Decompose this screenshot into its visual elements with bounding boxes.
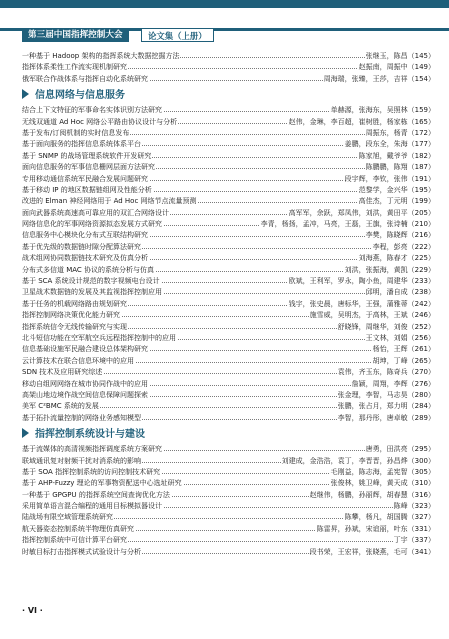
entry-authors-page: 钱宇，张史晨，唐标华，王强，蒲雅蒂（242） <box>288 299 435 310</box>
entry-authors-page: 周海瑞，张臻，王莎，吉祥（154） <box>323 74 435 85</box>
entry-authors-page: 王文林，刘娟（256） <box>365 333 435 344</box>
entry-title: 基于 AHP-Fuzzy 理论的军事物资配送中心选址研究 <box>22 478 183 489</box>
entry-title: 面向武器系统高速高可靠应用的双汇合网络设计 <box>22 208 170 219</box>
entry-title: 联域通讯复对射频干扰对消系统的影响 <box>22 456 142 467</box>
entry-authors-page: 杨怡，王辉（261） <box>372 344 435 355</box>
toc-entry[interactable] <box>22 490 435 501</box>
triangle-bullet-icon <box>22 89 29 99</box>
entry-title: 分布式多信道 MAC 协议的系统分析与仿真 <box>22 265 155 276</box>
entry-title: 信息服务中心模块化分布式互联结构研究 <box>22 230 149 241</box>
entry-title: 指挥系统信令无线传输研究与实现 <box>22 322 128 333</box>
entry-title: 俄军联合作战体系与指挥自动化系统研究 <box>22 74 149 85</box>
toc-entry[interactable] <box>22 287 435 298</box>
toc-entry[interactable] <box>22 230 435 241</box>
entry-authors-page: 单赫源，张海东，吴照林（159） <box>330 105 435 116</box>
entry-title: 指挥控制网络决策优化能力研究 <box>22 310 121 321</box>
entry-title: 一种基于 GPGPU 的指挥系统空间查询优化方法 <box>22 490 171 501</box>
entry-authors-page: 李樊，陈晓辉（216） <box>365 230 435 241</box>
entry-title: 改进的 Elman 神经网络用于 Ad Hoc 网络节点流量预测 <box>22 196 198 207</box>
toc-entry[interactable] <box>22 310 435 321</box>
toc-entry[interactable] <box>22 219 435 230</box>
entry-authors-page: 舒晓锋，周继华，刘俊（252） <box>337 322 435 333</box>
entry-authors-page: 赵继伟，杨鹏，孙丽辉，胡春慧（316） <box>309 490 435 501</box>
entry-authors-page: 欧斌，王利军，罗永，陶小鱼，周建华（233） <box>288 276 435 287</box>
entry-authors-page: 陈峰（323） <box>393 501 435 512</box>
entry-title: 采用简单语言混合编程的通用目标模拟器设计 <box>22 501 163 512</box>
toc-entry[interactable] <box>22 478 435 489</box>
entry-authors-page: 刘洪，张振海，黄凯（229） <box>344 265 435 276</box>
entry-title: 基于 SCA 系统设计规范的数字视频电台设计 <box>22 276 161 287</box>
entry-title: 时敏目标打击指挥模式试验设计与分析 <box>22 547 142 558</box>
toc-entry[interactable] <box>22 299 435 310</box>
toc-entry[interactable] <box>22 512 435 523</box>
entry-title: 基于流媒体的高清视频指挥调度系统方案研究 <box>22 444 163 455</box>
entry-authors-page: 陈攀，杨凡，胡国腾（327） <box>344 512 435 523</box>
entry-authors-page: 陈鹏鹏，陈翔（187） <box>365 162 435 173</box>
entry-title: 美军 C²BMC 系统的发展 <box>22 401 100 412</box>
entry-title: 基于拓扑流量控制的网络业务感知模型 <box>22 413 142 424</box>
entry-title: 云计算技术在联合信息环境中的应用 <box>22 356 135 367</box>
entry-title: SDN 技术及应用研究综述 <box>22 367 103 378</box>
triangle-bullet-icon <box>22 428 29 438</box>
section-heading <box>22 426 435 443</box>
toc-entry[interactable] <box>22 162 435 173</box>
entry-authors-page: 张鹏，张占月，郑力明（284） <box>337 401 435 412</box>
entry-authors-page: 施雪威，吴明杰，于高林，王斌（246） <box>309 310 435 321</box>
entry-title: 基于优先级的数据链时隙分配算法研究 <box>22 242 142 253</box>
page-header <box>0 0 449 40</box>
entry-authors-page: 高佳杰，丁元明（199） <box>358 196 435 207</box>
table-of-contents <box>22 51 435 558</box>
toc-entry[interactable] <box>22 344 435 355</box>
entry-authors-page: 周振东，杨青（172） <box>365 128 435 139</box>
entry-authors-page: 段宇辉，李钦，张伟（191） <box>344 174 435 185</box>
entry-title: 专用移动通信系统军民融合发展问题研究 <box>22 174 149 185</box>
entry-title: 高架山地边境作战空间信息保障问题探索 <box>22 390 149 401</box>
entry-authors-page: 刘海燕，陈春才（225） <box>358 253 435 264</box>
toc-entry[interactable] <box>22 265 435 276</box>
entry-title: 基于移动 IP 的地区数据链组网及性能分析 <box>22 185 153 196</box>
toc-entry[interactable] <box>22 74 435 85</box>
toc-entry[interactable] <box>22 196 435 207</box>
toc-entry[interactable] <box>22 535 435 546</box>
toc-entry[interactable] <box>22 51 435 62</box>
entry-authors-page: 范黎学，金兴华（195） <box>358 185 435 196</box>
entry-title: 网络信息化的军事网络资源拟态发展方式研究 <box>22 219 163 230</box>
toc-entry[interactable] <box>22 390 435 401</box>
entry-authors-page: 李青，杨扬，孟冲，马亮，王磊，王旗，张诗楠（210） <box>260 219 435 230</box>
toc-entry[interactable] <box>22 62 435 73</box>
entry-authors-page: 高军军，余跃，郑凤伟，刘洪，黄田平（205） <box>288 208 435 219</box>
page-number: · VI · <box>22 606 43 615</box>
toc-entry[interactable] <box>22 208 435 219</box>
toc-entry[interactable] <box>22 128 435 139</box>
entry-authors-page: 张继玉，陈昌（145） <box>365 51 435 62</box>
section-heading <box>22 87 435 104</box>
entry-title: 信息基础设施军民融合建设总体架构研究 <box>22 344 149 355</box>
entry-authors-page: 胡坤，丁峰（265） <box>372 356 435 367</box>
toc-entry[interactable] <box>22 524 435 535</box>
entry-title: 卫星战术数据链的发展及其监视指挥控制应用 <box>22 287 163 298</box>
entry-authors-page: 张俊林，姚卫峰，黄天成（310） <box>330 478 435 489</box>
entry-title: 北斗短信功能在空军航空兵远程指挥控制中的应用 <box>22 333 177 344</box>
toc-entry[interactable] <box>22 117 435 128</box>
entry-title: 无线双通道 Ad Hoc 网络公平路由协议设计与分析 <box>22 117 178 128</box>
toc-entry[interactable] <box>22 185 435 196</box>
entry-title: 基于 SOA 指挥控制系统的访问控制技术研究 <box>22 467 161 478</box>
entry-authors-page: 毛刚益，陈志海，孟宪智（305） <box>330 467 435 478</box>
entry-title: 战术组网协同数据链技术研究及仿真分析 <box>22 253 149 264</box>
toc-entry[interactable] <box>22 276 435 287</box>
entry-title: 指挥体系柔性工作流实现机制研究 <box>22 62 128 73</box>
entry-title: 航天器姿态控制系统半物理仿真研究 <box>22 524 135 535</box>
entry-authors-page: 唐勇，田洪亮（295） <box>365 444 435 455</box>
entry-title: 一种基于 Hadoop 架构的指挥系统大数据挖掘方法 <box>22 51 180 62</box>
toc-entry[interactable] <box>22 356 435 367</box>
entry-title: 基于面向服务的指挥信息系统体系平台 <box>22 139 142 150</box>
toc-entry[interactable] <box>22 413 435 424</box>
toc-entry[interactable] <box>22 456 435 467</box>
toc-entry[interactable] <box>22 322 435 333</box>
section-title: 信息网络与信息服务 <box>35 90 125 102</box>
entry-authors-page: 丁宇（337） <box>393 535 435 546</box>
entry-title: 指挥控制系统中可信计算平台研究 <box>22 535 128 546</box>
toc-entry[interactable] <box>22 253 435 264</box>
conference-title: 第三届中国指挥控制大会 <box>22 28 129 42</box>
entry-title: 移动自组网网络在城市协同作战中的应用 <box>22 379 149 390</box>
toc-entry[interactable] <box>22 105 435 116</box>
entry-authors-page: 袁伟，齐玉东，陈奇兵（270） <box>337 367 435 378</box>
entry-authors-page: 李智，那丹彤，唐卓敏（289） <box>337 413 435 424</box>
toc-entry[interactable] <box>22 242 435 253</box>
entry-title: 面向信息服务的军事信息栅网层面方法研究 <box>22 162 156 173</box>
toc-entry[interactable] <box>22 444 435 455</box>
entry-authors-page: 张金理，李智，马志昊（280） <box>337 390 435 401</box>
entry-title: 基于 SNMP 的战场管理系统软件开发研究 <box>22 151 152 162</box>
toc-entry[interactable] <box>22 401 435 412</box>
toc-entry[interactable] <box>22 174 435 185</box>
section-title: 指挥控制系统设计与建设 <box>35 429 145 441</box>
toc-entry[interactable] <box>22 139 435 150</box>
header-band <box>0 0 449 8</box>
entry-authors-page: 邱明，潘自成（238） <box>365 287 435 298</box>
entry-authors-page: 李程，彭亮（222） <box>372 242 435 253</box>
entry-authors-page: 姜鹏，段东全，朱海（177） <box>344 139 435 150</box>
toc-entry[interactable] <box>22 333 435 344</box>
entry-authors-page: 赵伟，金琳，李百超，崔树胜，杨家栋（165） <box>288 117 435 128</box>
entry-title: 基于任务的机载网络路由规划研究 <box>22 299 128 310</box>
toc-entry[interactable] <box>22 501 435 512</box>
entry-authors-page: 段书荣，王宏祥，张晓燕，毛可（341） <box>309 547 435 558</box>
entry-title: 结合上下文特征的军事命名实体识别方法研究 <box>22 105 163 116</box>
entry-authors-page: 詹颖，周翔，李辉（276） <box>351 379 435 390</box>
entry-authors-page: 陈家旭，戴爷爷（182） <box>358 151 435 162</box>
volume-label: 论文集（上册） <box>141 28 214 42</box>
entry-authors-page: 刘建成，金浩浩，袁丁，李晋晋，孙昌烨（300） <box>281 456 435 467</box>
toc-entry[interactable] <box>22 467 435 478</box>
entry-title: 基于发布/订阅机制的实时信息发布 <box>22 128 130 139</box>
toc-entry[interactable] <box>22 379 435 390</box>
toc-entry[interactable] <box>22 151 435 162</box>
entry-authors-page: 陈雷昇，孙斌，宋谊丽，叶东（331） <box>316 524 435 535</box>
toc-entry[interactable] <box>22 367 435 378</box>
entry-title: 陆战场有限空域管理系统研究 <box>22 512 114 523</box>
entry-authors-page: 赵振南，周振中（149） <box>358 62 435 73</box>
toc-entry[interactable] <box>22 547 435 558</box>
